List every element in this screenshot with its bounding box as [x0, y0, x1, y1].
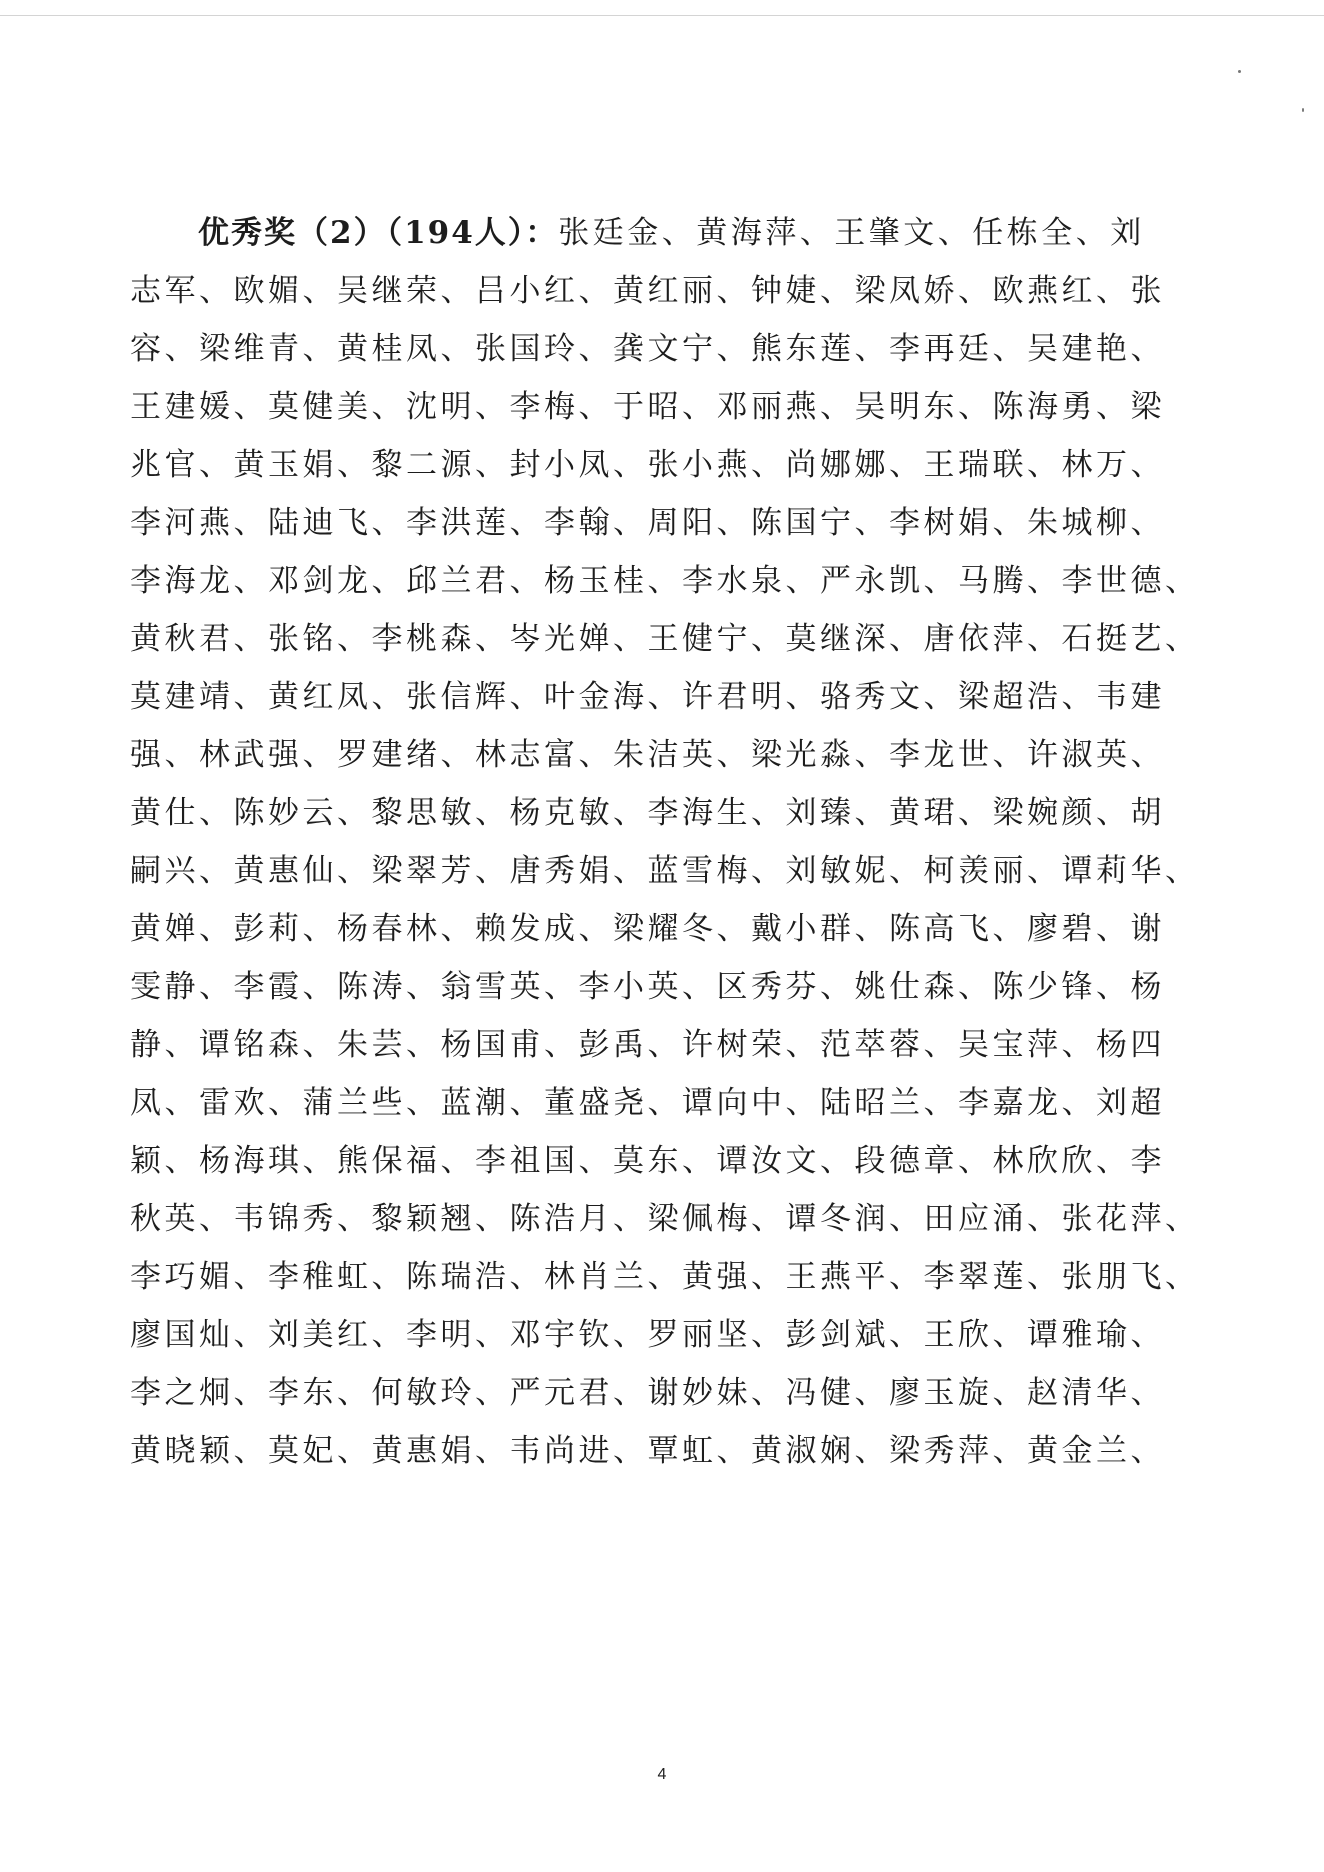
- list-line: 李之炯、李东、何敏玲、严元君、谢妙妹、冯健、廖玉旋、赵清华、: [130, 1375, 1165, 1411]
- list-line: 李河燕、陆迪飞、李洪莲、李翰、周阳、陈国宁、李树娟、朱城柳、: [130, 505, 1165, 541]
- list-line: 兆官、黄玉娟、黎二源、封小凤、张小燕、尚娜娜、王瑞联、林万、: [130, 447, 1165, 483]
- list-line: 廖国灿、刘美红、李明、邓宇钦、罗丽坚、彭剑斌、王欣、谭雅瑜、: [130, 1317, 1165, 1353]
- list-line: 李巧媚、李稚虹、陈瑞浩、林肖兰、黄强、王燕平、李翠莲、张朋飞、: [130, 1259, 1200, 1295]
- page-number: 4: [657, 1766, 667, 1783]
- award-heading: 优秀奖（2）（194人）：: [198, 215, 559, 251]
- list-line: 黄婵、彭莉、杨春林、赖发成、梁耀冬、戴小群、陈高飞、廖碧、谢: [130, 911, 1165, 947]
- scan-top-rule: [0, 15, 1324, 16]
- list-line: 李海龙、邓剑龙、邱兰君、杨玉桂、李水泉、严永凯、马腾、李世德、: [130, 563, 1200, 599]
- list-line: 颖、杨海琪、熊保福、李祖国、莫东、谭汝文、段德章、林欣欣、李: [130, 1143, 1165, 1179]
- list-line: 莫建靖、黄红凤、张信辉、叶金海、许君明、骆秀文、梁超浩、韦建: [130, 679, 1165, 715]
- list-line: 黄秋君、张铭、李桃森、岑光婵、王健宁、莫继深、唐依萍、石挺艺、: [130, 621, 1200, 657]
- first-line-names: 张廷金、黄海萍、王肇文、任栋全、刘: [558, 215, 1145, 251]
- list-line: 强、林武强、罗建绪、林志富、朱洁英、梁光淼、李龙世、许淑英、: [130, 737, 1165, 773]
- list-line: 黄仕、陈妙云、黎思敏、杨克敏、李海生、刘臻、黄珺、梁婉颜、胡: [130, 795, 1165, 831]
- scan-speck: [1302, 108, 1304, 112]
- list-line: 凤、雷欢、蒲兰些、蓝潮、董盛尧、谭向中、陆昭兰、李嘉龙、刘超: [130, 1085, 1165, 1121]
- list-line: 王建媛、莫健美、沈明、李梅、于昭、邓丽燕、吴明东、陈海勇、梁: [130, 389, 1165, 425]
- list-line: 黄晓颖、莫妃、黄惠娟、韦尚进、覃虹、黄淑娴、梁秀萍、黄金兰、: [130, 1433, 1165, 1469]
- list-line: 容、梁维青、黄桂凤、张国玲、龚文宁、熊东莲、李再廷、吴建艳、: [130, 331, 1165, 367]
- list-line: 嗣兴、黄惠仙、梁翠芳、唐秀娟、蓝雪梅、刘敏妮、柯羡丽、谭莉华、: [130, 853, 1200, 889]
- list-line: 志军、欧媚、吴继荣、吕小红、黄红丽、钟婕、梁凤娇、欧燕红、张: [130, 273, 1165, 309]
- list-line: 静、谭铭森、朱芸、杨国甫、彭禹、许树荣、范萃蓉、吴宝萍、杨四: [130, 1027, 1165, 1063]
- scan-speck: [1238, 70, 1241, 73]
- list-line: 秋英、韦锦秀、黎颖翘、陈浩月、梁佩梅、谭冬润、田应涌、张花萍、: [130, 1201, 1200, 1237]
- list-line: 雯静、李霞、陈涛、翁雪英、李小英、区秀芬、姚仕森、陈少锋、杨: [130, 969, 1165, 1005]
